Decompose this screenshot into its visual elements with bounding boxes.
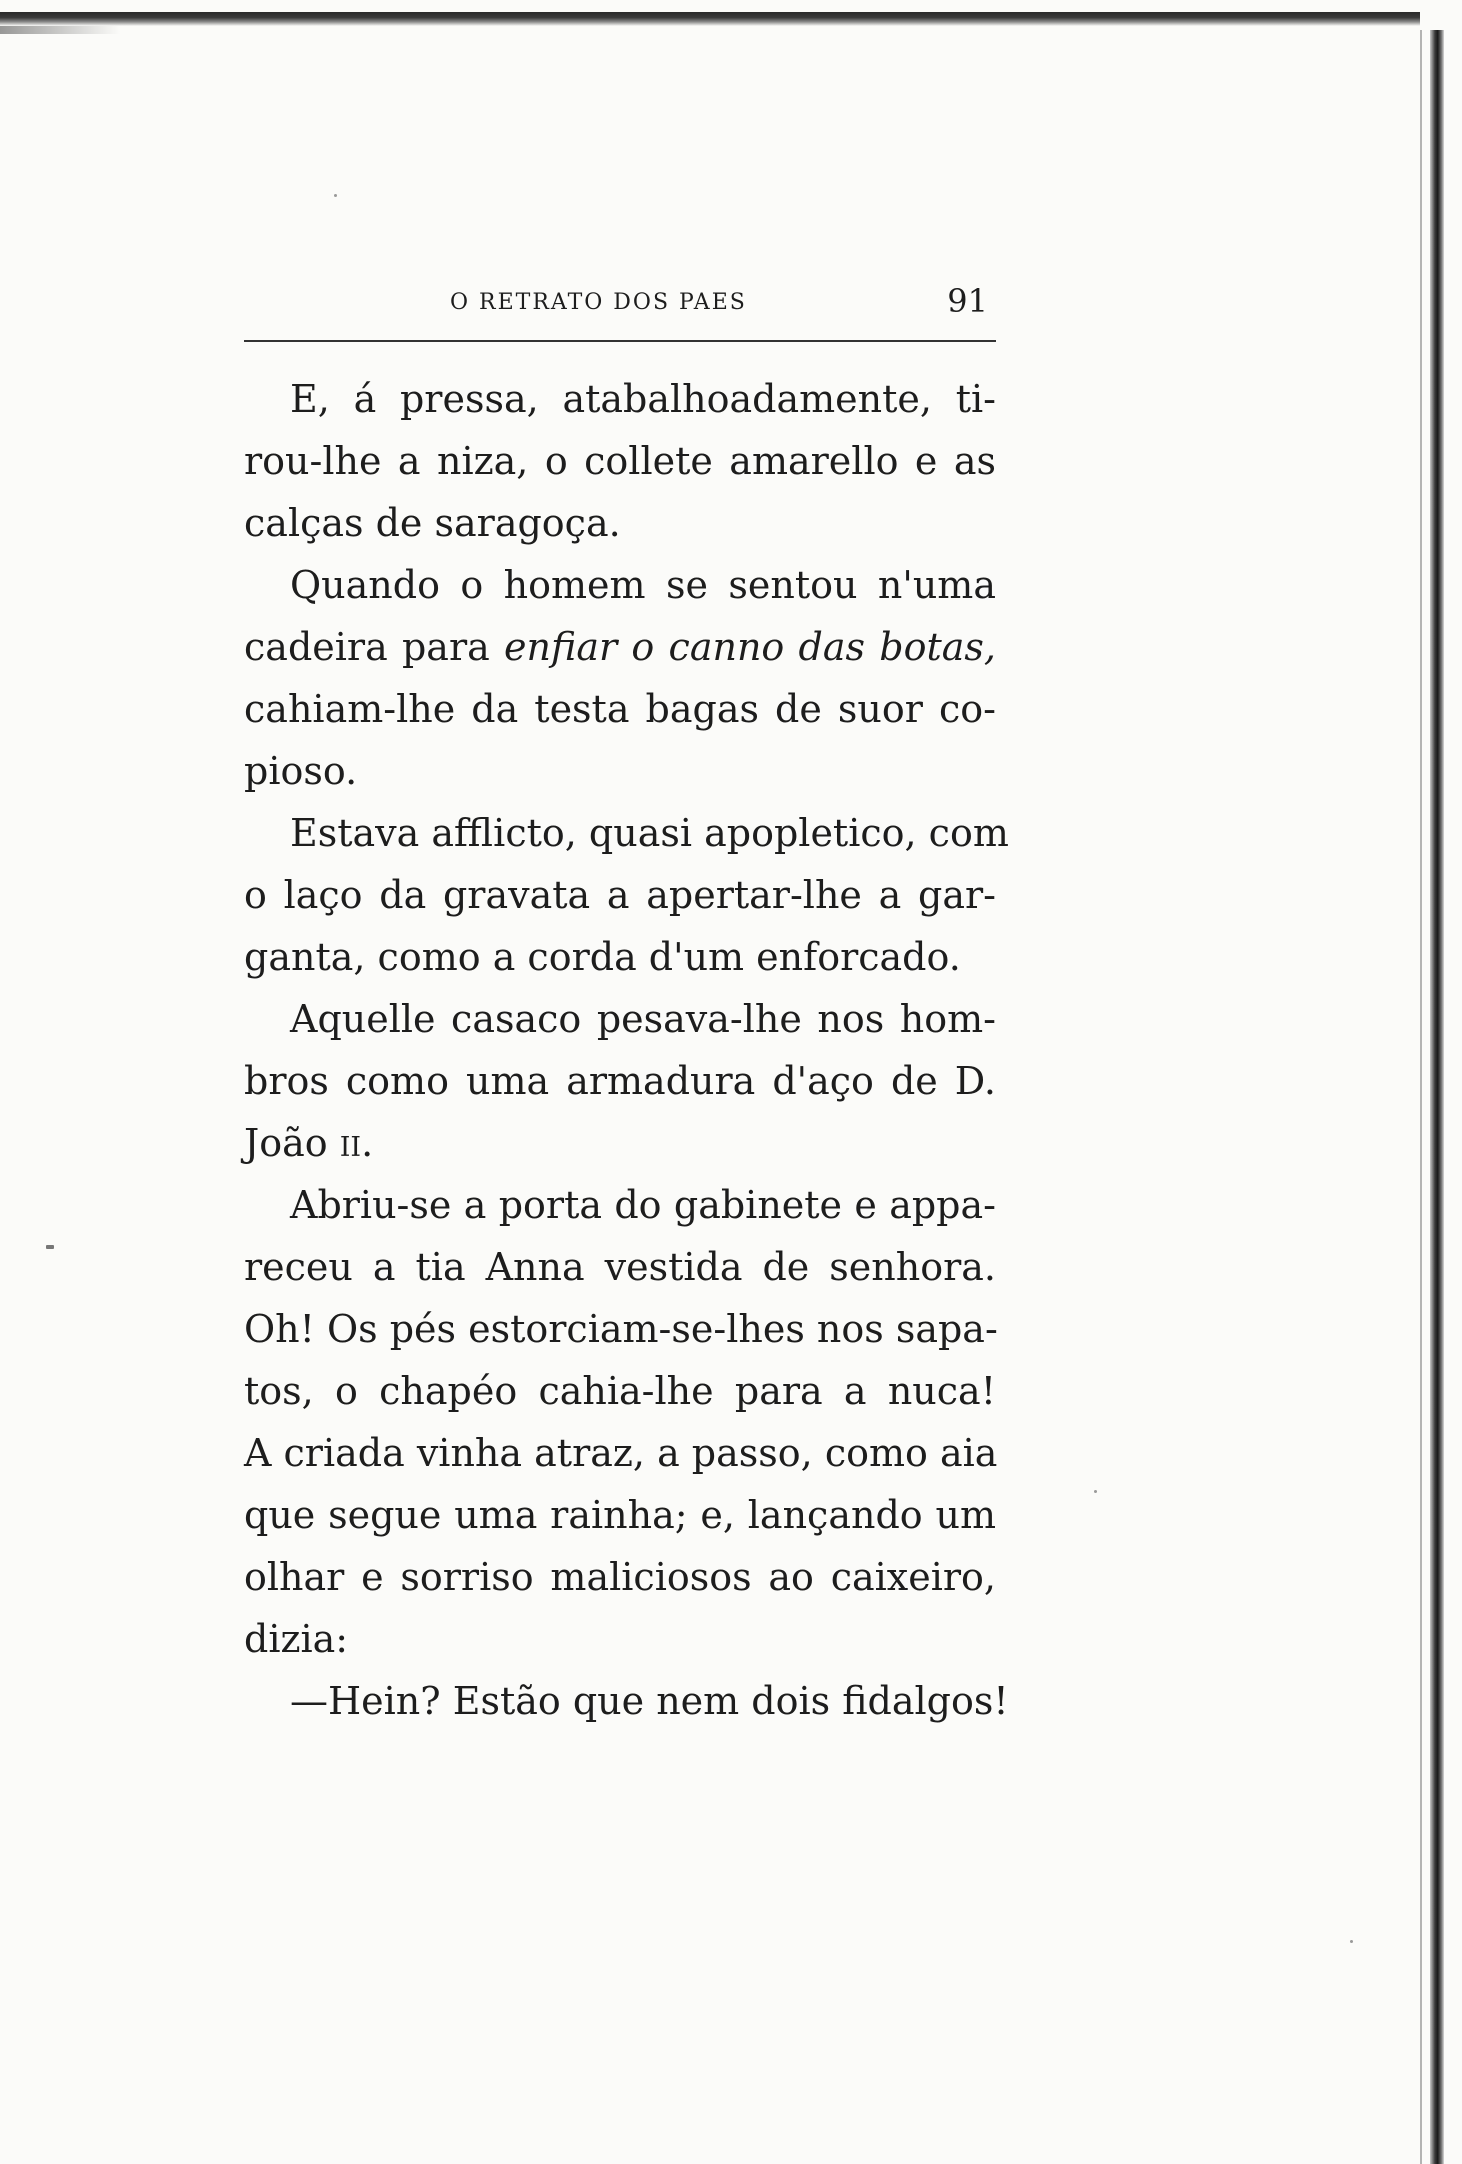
text-run: João [244, 1121, 340, 1165]
text-line: Aquelle casaco pesava-lhe nos hom- [290, 997, 996, 1041]
text-line: dizia: [244, 1617, 349, 1661]
text-line: receu a tia Anna vestida de senhora. [244, 1245, 996, 1289]
page-top-edge-shadow [0, 12, 1420, 26]
paragraph [244, 368, 996, 554]
text-line: que segue uma rainha; e, lançando um [244, 1493, 996, 1537]
text-line: Quando o homem se sentou n'uma [290, 563, 996, 607]
paragraph [244, 802, 1009, 988]
text-line: tos, o chapéo cahia-lhe para a nuca! [244, 1369, 996, 1413]
italic-text-run: enfiar o canno das botas, [504, 625, 996, 669]
text-line: o laço da gravata a apertar-lhe a gar- [244, 873, 996, 917]
text-line: olhar e sorriso maliciosos ao caixeiro, [244, 1555, 996, 1599]
text-line: bros como uma armadura d'aço de D. [244, 1059, 996, 1103]
text-line [244, 1112, 996, 1174]
text-line: —Hein? Estão que nem dois fidalgos! [290, 1679, 1009, 1723]
paragraph [244, 1174, 996, 1670]
text-line: A criada vinha atraz, a passo, como aia [244, 1431, 998, 1475]
text-line: pioso. [244, 749, 358, 793]
text-line [244, 616, 996, 678]
text-line: E, á pressa, atabalhoadamente, ti- [290, 377, 996, 421]
running-header [244, 282, 996, 332]
header-rule [244, 340, 996, 342]
page-speck [1350, 1940, 1353, 1943]
page-right-edge-binding [1430, 30, 1444, 2164]
running-title: O RETRATO DOS PAES [450, 290, 747, 315]
roman-numeral: ii [339, 1121, 362, 1165]
text-line: ganta, como a corda d'um enforcado. [244, 935, 961, 979]
text-line: Abriu-se a porta do gabinete e appa- [290, 1183, 996, 1227]
text-line: cahiam-lhe da testa bagas de suor co- [244, 687, 996, 731]
text-run: cadeira para [244, 625, 505, 669]
text-line: Estava afflicto, quasi apopletico, com [290, 811, 1009, 855]
page-top-edge-tail [0, 26, 120, 34]
page-number: 91 [947, 282, 988, 320]
body-text [244, 368, 1009, 1732]
paragraph [244, 554, 996, 802]
text-line: calças de saragoça. [244, 501, 621, 545]
page-speck [334, 194, 337, 197]
page-speck [1094, 1490, 1097, 1493]
text-run: . [361, 1121, 374, 1165]
paragraph [244, 988, 996, 1174]
text-line: rou-lhe a niza, o collete amarello e as [244, 439, 996, 483]
page-right-edge-line [1420, 30, 1422, 2164]
text-line: Oh! Os pés estorciam-se-lhes nos sapa- [244, 1307, 998, 1351]
paragraph [244, 1670, 1009, 1732]
page-speck [46, 1245, 54, 1249]
